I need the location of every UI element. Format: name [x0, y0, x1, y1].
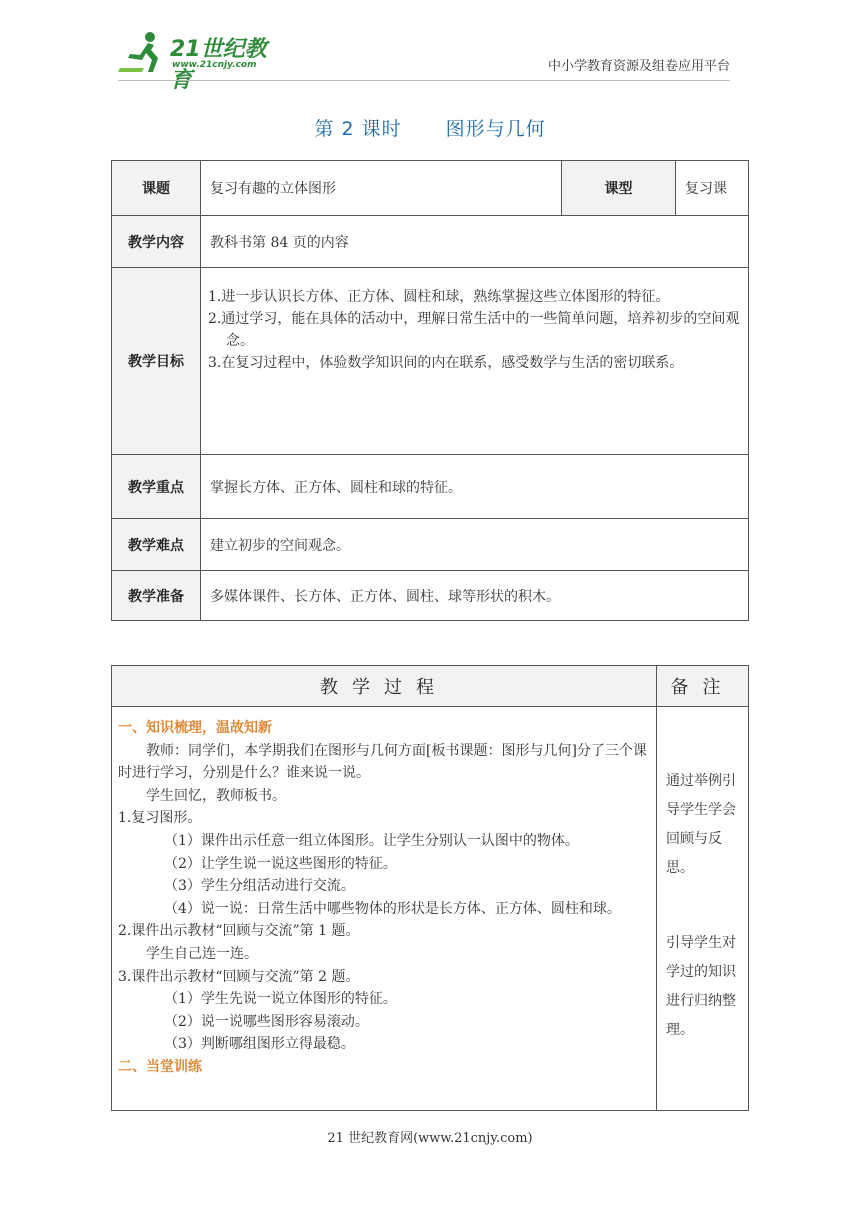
paragraph: 学生回忆，教师板书。: [146, 787, 286, 804]
section-heading: 二、当堂训练: [118, 1058, 202, 1075]
lesson-number: 第 2 课时: [314, 118, 402, 140]
content-value: 教科书第 84 页的内容: [201, 216, 749, 268]
page-header: [0, 0, 860, 93]
sub-item: （1）课件出示任意一组立体图形。让学生分别认一认图中的物体。: [164, 832, 579, 849]
goals-label: 教学目标: [112, 268, 201, 455]
runner-icon: [118, 30, 168, 74]
topic-value: 复习有趣的立体图形: [201, 161, 562, 216]
process-body: [112, 707, 657, 1111]
paragraph: 学生自己连一连。: [146, 945, 258, 962]
paragraph: 教师：同学们，本学期我们在图形与几何方面[板书课题：图形与几何]分了三个课时进行学习，分别是什么？谁来说一说。: [118, 742, 647, 782]
type-value: 复习课: [676, 161, 749, 216]
table-row: [112, 519, 749, 571]
teaching-process-table: [111, 665, 749, 1111]
lesson-info-table: [111, 160, 749, 621]
site-logo: [118, 30, 288, 93]
topic-label: 课题: [112, 161, 201, 216]
table-row: [112, 161, 749, 216]
table-row: [112, 707, 749, 1111]
sub-item: （3）学生分组活动进行交流。: [164, 878, 355, 895]
table-row: [112, 216, 749, 268]
section-heading: 一、知识梳理，温故知新: [118, 720, 272, 736]
header-divider: [118, 80, 730, 81]
table-row: [112, 571, 749, 621]
table-row: [112, 268, 749, 455]
list-item: 3.课件出示教材“回顾与交流”第 2 题。: [118, 968, 360, 985]
table-row: [112, 455, 749, 519]
sub-item: （1）学生先说一说立体图形的特征。: [164, 991, 397, 1008]
goal-item: 3.在复习过程中，体验数学知识间的内在联系，感受数学与生活的密切联系。: [208, 355, 684, 371]
type-label: 课型: [562, 161, 676, 216]
key-point-value: 掌握长方体、正方体、圆柱和球的特征。: [201, 455, 749, 519]
key-point-label: 教学重点: [112, 455, 201, 519]
difficulty-value: 建立初步的空间观念。: [201, 519, 749, 571]
goal-item: 2.通过学习，能在具体的活动中，理解日常生活中的一些简单问题，培养初步的空间观念。: [208, 311, 740, 349]
logo-text: 21世纪教育: [170, 37, 267, 93]
prep-value: 多媒体课件、长方体、正方体、圆柱、球等形状的积木。: [201, 571, 749, 621]
content-label: 教学内容: [112, 216, 201, 268]
process-header: 教学过程: [112, 666, 657, 707]
sub-item: （2）让学生说一说这些图形的特征。: [164, 855, 397, 872]
goal-item: 1.进一步认识长方体、正方体、圆柱和球，熟练掌握这些立体图形的特征。: [208, 289, 670, 305]
list-item: 2.课件出示教材“回顾与交流”第 1 题。: [118, 923, 360, 940]
prep-label: 教学准备: [112, 571, 201, 621]
note: 引导学生对学过的知识进行归纳整理。: [666, 935, 736, 1038]
table-row: [112, 666, 749, 707]
page-title: [0, 114, 860, 141]
difficulty-label: 教学难点: [112, 519, 201, 571]
list-item: 1.复习图形。: [118, 810, 202, 827]
page-footer: 21 世纪教育网(www.21cnjy.com): [327, 1131, 533, 1146]
lesson-topic: 图形与几何: [445, 118, 546, 140]
logo-url: www.21cnjy.com: [172, 60, 257, 70]
notes-header: 备注: [657, 666, 749, 707]
sub-item: （2）说一说哪些图形容易滚动。: [164, 1013, 369, 1030]
goals-list: [201, 268, 749, 455]
sub-item: （3）判断哪组图形立得最稳。: [164, 1036, 355, 1053]
notes-body: [657, 707, 749, 1111]
platform-tagline: 中小学教育资源及组卷应用平台: [547, 59, 730, 74]
note: 通过举例引导学生学会回顾与反思。: [666, 773, 736, 876]
sub-item: （4）说一说：日常生活中哪些物体的形状是长方体、正方体、圆柱和球。: [164, 900, 621, 917]
